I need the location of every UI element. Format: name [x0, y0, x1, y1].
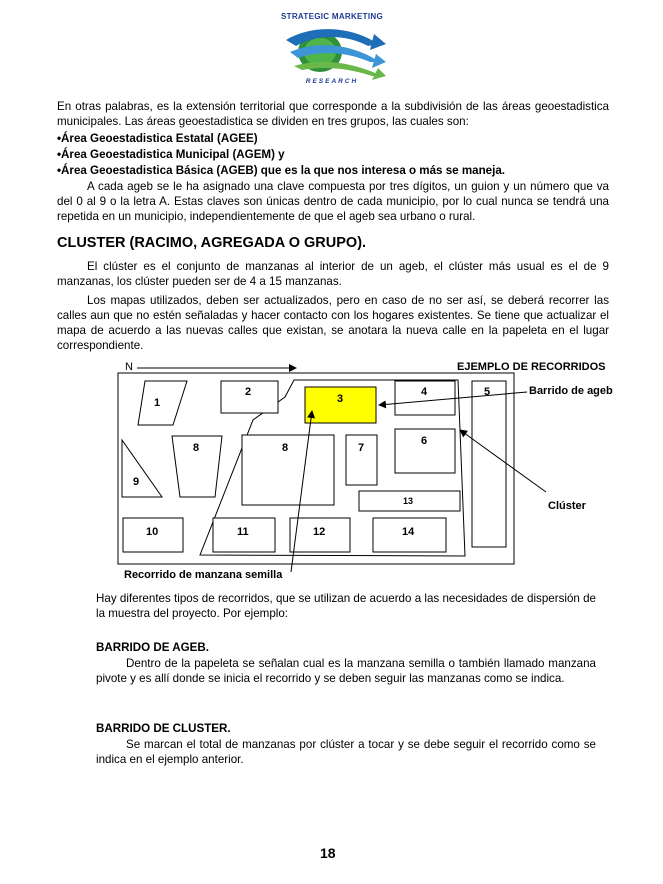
block-9: [122, 440, 162, 497]
page-number: 18: [320, 845, 336, 861]
barrido-cluster-heading: BARRIDO DE CLUSTER.: [96, 722, 231, 735]
barrido-cluster-text: Se marcan el total de manzanas por clúster a tocar y se debe seguir el recorrido como se indica en el ejemplo anterior.: [96, 738, 596, 766]
intro-paragraph: En otras palabras, es la extensión territorial que corresponde a la subdivisión de las áreas geoestadistica municipales. Las áreas geoestadistica se dividen en tres grupos, las cuales son:: [57, 100, 609, 128]
barrido-ageb-text: Dentro de la papeleta se señalan cual es la manzana semilla o también llamado manzana pivote y es allí donde se inicia el recorrido y se deben seguir las manzanas como se indica.: [96, 657, 596, 685]
block-label-10: 10: [146, 526, 159, 538]
block-label-1: 1: [154, 397, 161, 409]
block-label-2: 2: [245, 386, 252, 398]
block-label-13: 13: [403, 496, 414, 506]
barrido-ageb-heading: BARRIDO DE AGEB.: [96, 641, 209, 654]
north-label: N: [125, 361, 133, 373]
cluster-paragraph-1: El clúster es el conjunto de manzanas al interior de un ageb, el clúster más usual es el de 9 manzanas, los clúster pueden ser de 4 a 15 manzanas.: [57, 260, 609, 288]
cluster-heading: CLUSTER (RACIMO, AGREGADA O GRUPO).: [57, 235, 367, 251]
list-item-agee: •Área Geoestadistica Estatal (AGEE): [57, 132, 258, 145]
cluster-paragraph-2: Los mapas utilizados, deben ser actualizados, pero en caso de no ser así, se deberá recorrer las calles aun que no estén señaladas y hacer contacto con los hogares existentes. Se tiene que actualizar el mapa de acuerdo a las nuevas calles que existan, se anotara la nueva calle en la papeleta en el lugar correspondiente.: [57, 294, 609, 352]
block-label-6: 6: [421, 435, 428, 447]
recorridos-paragraph: Hay diferentes tipos de recorridos, que se utilizan de acuerdo a las necesidades de dispersión de la muestra del proyecto. Por ejemplo:: [96, 592, 596, 620]
logo-subtitle: RESEARCH: [305, 78, 359, 85]
barrido-ageb-label: Barrido de ageb: [529, 385, 613, 397]
block-1: [138, 381, 187, 425]
logo-title: STRATEGIC MARKETING: [281, 12, 383, 21]
block-5: [472, 381, 506, 547]
block-label-11: 11: [237, 526, 249, 538]
diagram-title: EJEMPLO DE RECORRIDOS: [457, 361, 606, 373]
block-label-4: 4: [421, 386, 428, 398]
list-item-agem: •Área Geoestadistica Municipal (AGEM) y: [57, 148, 285, 161]
block-label-7: 7: [358, 442, 365, 454]
ageb-paragraph: A cada ageb se le ha asignado una clave compuesta por tres dígitos, un guion y un número que va del 0 al 9 o la letra A. Estas claves son únicas dentro de cada municipio, por lo cual nunca se tendrá una repetida en un municipio, independientemente de que el ageb sea urbano o rural.: [57, 180, 609, 223]
list-item-ageb: •Área Geoestadistica Básica (AGEB) que es la que nos interesa o más se maneja.: [57, 164, 506, 177]
block-label-8-right: 8: [282, 442, 289, 454]
block-label-5: 5: [484, 386, 491, 398]
semilla-label: Recorrido de manzana semilla: [124, 569, 283, 581]
block-label-14: 14: [402, 526, 415, 538]
cluster-label: Clúster: [548, 500, 586, 512]
block-label-3: 3: [337, 393, 344, 405]
block-label-9: 9: [133, 476, 140, 488]
block-label-12: 12: [313, 526, 326, 538]
block-label-8-left: 8: [193, 442, 200, 454]
